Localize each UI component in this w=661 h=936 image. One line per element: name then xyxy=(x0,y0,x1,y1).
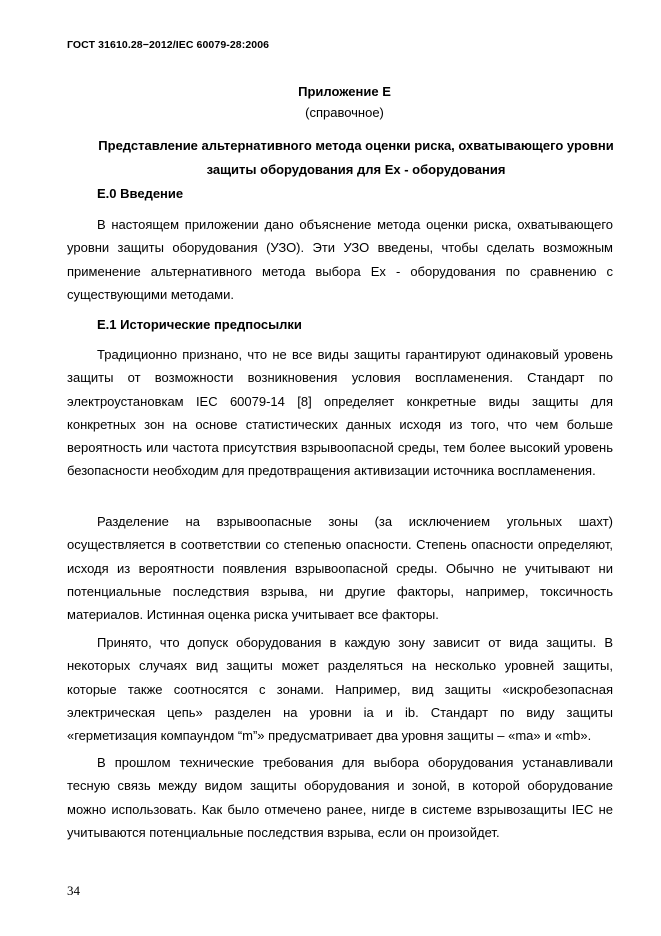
appendix-title: Приложение Е xyxy=(298,84,391,99)
section-heading-e1: Е.1 Исторические предпосылки xyxy=(97,317,302,332)
paragraph: Разделение на взрывоопасные зоны (за исключением угольных шахт) осуществляется в соответствии со степенью опасности. Степень опасности определяют, исходя из вероятности появления взрывоопасной среды. Обычно не учитывают ни потенциальные последствия взрыва, ни другие факторы, например, токсичность материалов. Истинная оценка риска учитывает все факторы. xyxy=(67,514,613,623)
paragraph: В настоящем приложении дано объяснение метода оценки риска, охватывающего уровни защиты оборудования (УЗО). Эти УЗО введены, чтобы сделать возможным применение альтернативного метода выбора Ex - оборудования по сравнению с существующими методами. xyxy=(67,217,613,302)
paragraph: Традиционно признано, что не все виды защиты гарантируют одинаковый уровень защиты от возможности возникновения условия воспламенения. Стандарт по электроустановкам IEC 60079-14 [8] определяет конкретные виды защиты для конкретных зон на основе статистических данных исходя из того, что чем больше вероятность или частота присутствия взрывоопасной среды, тем более высокий уровень безопасности необходим для предотвращения активизации источника воспламенения. xyxy=(67,347,613,479)
appendix-subtitle: (справочное) xyxy=(305,105,384,120)
section-heading-e0: Е.0 Введение xyxy=(97,186,184,201)
document-header: ГОСТ 31610.28−2012/IEC 60079-28:2006 xyxy=(67,39,270,51)
paragraph: В прошлом технические требования для выбора оборудования устанавливали тесную связь между видом защиты оборудования и зоной, в которой оборудование можно использовать. Как было отмечено ранее, нигде в системе взрывозащиты IEC не учитываются потенциальные последствия взрыва, если он произойдет. xyxy=(67,755,613,840)
appendix-heading: Представление альтернативного метода оценки риска, охватывающего уровни защиты оборудования для Ex - оборудования xyxy=(98,138,614,177)
page-number: 34 xyxy=(67,883,80,898)
paragraph: Принято, что допуск оборудования в каждую зону зависит от вида защиты. В некоторых случаях вид защиты может разделяться на несколько уровней защиты, которые также соотносятся с зонами. Например, вид защиты «искробезопасная электрическая цепь» разделен на уровни ia и ib. Стандарт по виду защиты «герметизация компаундом “m”» предусматривает два уровня защиты – «ma» и «mb». xyxy=(67,635,613,744)
